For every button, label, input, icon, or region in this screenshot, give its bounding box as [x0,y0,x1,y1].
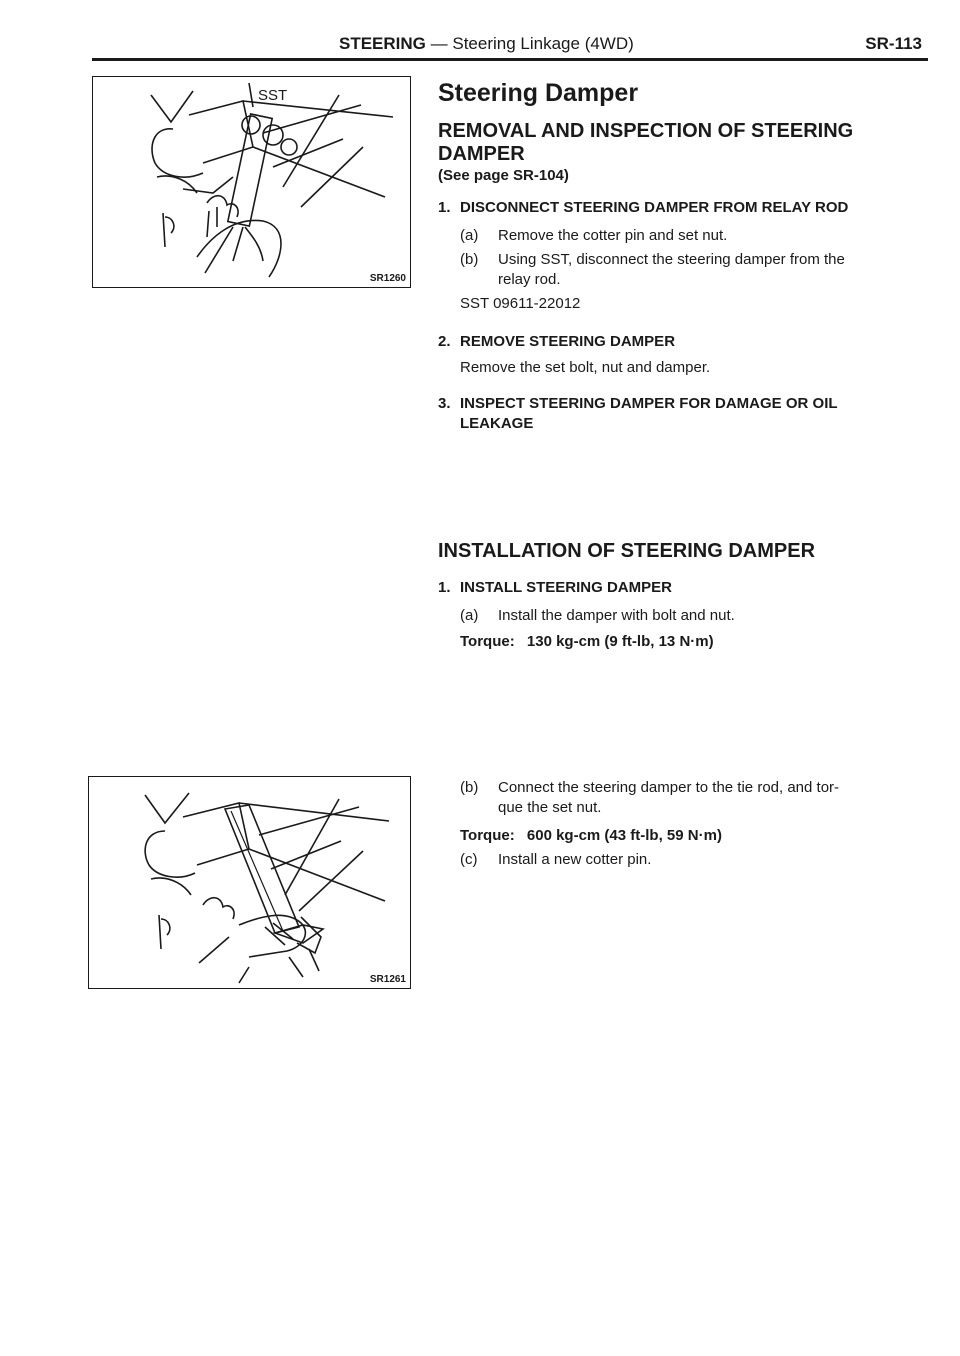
substep-1b [460,250,923,290]
page-header [92,34,928,60]
step-title-line2: LEAKAGE [460,415,534,432]
removal-heading-line1: REMOVAL AND INSPECTION OF STEERING [438,120,854,142]
substep-text: Install a new cotter pin. [498,851,652,868]
figure-sr1260 [92,76,411,288]
substep-label: (b) [460,779,479,796]
torque-value: 600 kg-cm (43 ft-lb, 59 N·m) [526,827,722,844]
substep-text: Remove the cotter pin and set nut. [498,227,728,244]
main-column [438,76,923,976]
install-substep-b [460,778,923,818]
substep-text: Install the damper with bolt and nut. [498,607,735,624]
sst-number: SST 09611-22012 [460,295,581,312]
figure-sr1261 [88,776,411,989]
torque-spec-1 [460,632,714,652]
substep-text-line1: Using SST, disconnect the steering damper from the [498,251,845,268]
step-number: 1. [438,199,451,216]
removal-step-3 [438,394,923,434]
substep-1a [460,226,923,246]
header-rule [92,58,928,61]
page-reference: (See page SR-104) [438,167,569,184]
step-2-body: Remove the set bolt, nut and damper. [460,359,711,376]
figure-code: SR1260 [369,273,406,284]
substep-label: (a) [460,227,479,244]
step-number: 3. [438,395,451,412]
step-title-line1: INSPECT STEERING DAMPER FOR DAMAGE OR OIL [460,395,838,412]
step-number: 2. [438,333,451,350]
steering-damper-torque-illustration [89,777,410,988]
steering-damper-removal-illustration [93,77,410,287]
installation-heading: INSTALLATION OF STEERING DAMPER [438,540,816,562]
header-subsection: Steering Linkage (4WD) [452,34,634,53]
substep-label: (b) [460,251,479,268]
install-substep-a [460,606,923,626]
substep-text-line2: relay rod. [498,271,561,288]
sst-label: SST [258,87,288,104]
step-number: 1. [438,579,451,596]
torque-spec-2 [460,826,722,846]
figure-code: SR1261 [369,974,406,985]
torque-label: Torque: [460,633,515,650]
removal-step-2 [438,332,923,352]
step-title: INSTALL STEERING DAMPER [460,579,672,596]
removal-step-1 [438,198,923,218]
header-dash: — [430,34,448,53]
substep-text-line1: Connect the steering damper to the tie rod, and tor- [498,779,840,796]
install-substep-c [460,850,923,870]
substep-text-line2: que the set nut. [498,799,602,816]
torque-label: Torque: [460,827,515,844]
header-title [339,34,634,54]
header-section: STEERING [339,34,426,53]
removal-heading-line2: DAMPER [438,143,525,165]
page-number: SR-113 [865,34,922,53]
step-title: DISCONNECT STEERING DAMPER FROM RELAY ROD [460,199,849,216]
torque-value: 130 kg-cm (9 ft-lb, 13 N·m) [526,633,714,650]
substep-label: (c) [460,851,478,868]
substep-label: (a) [460,607,479,624]
step-title: REMOVE STEERING DAMPER [460,333,676,350]
page-title: Steering Damper [438,79,639,107]
install-step-1 [438,578,923,598]
removal-heading [438,120,853,166]
